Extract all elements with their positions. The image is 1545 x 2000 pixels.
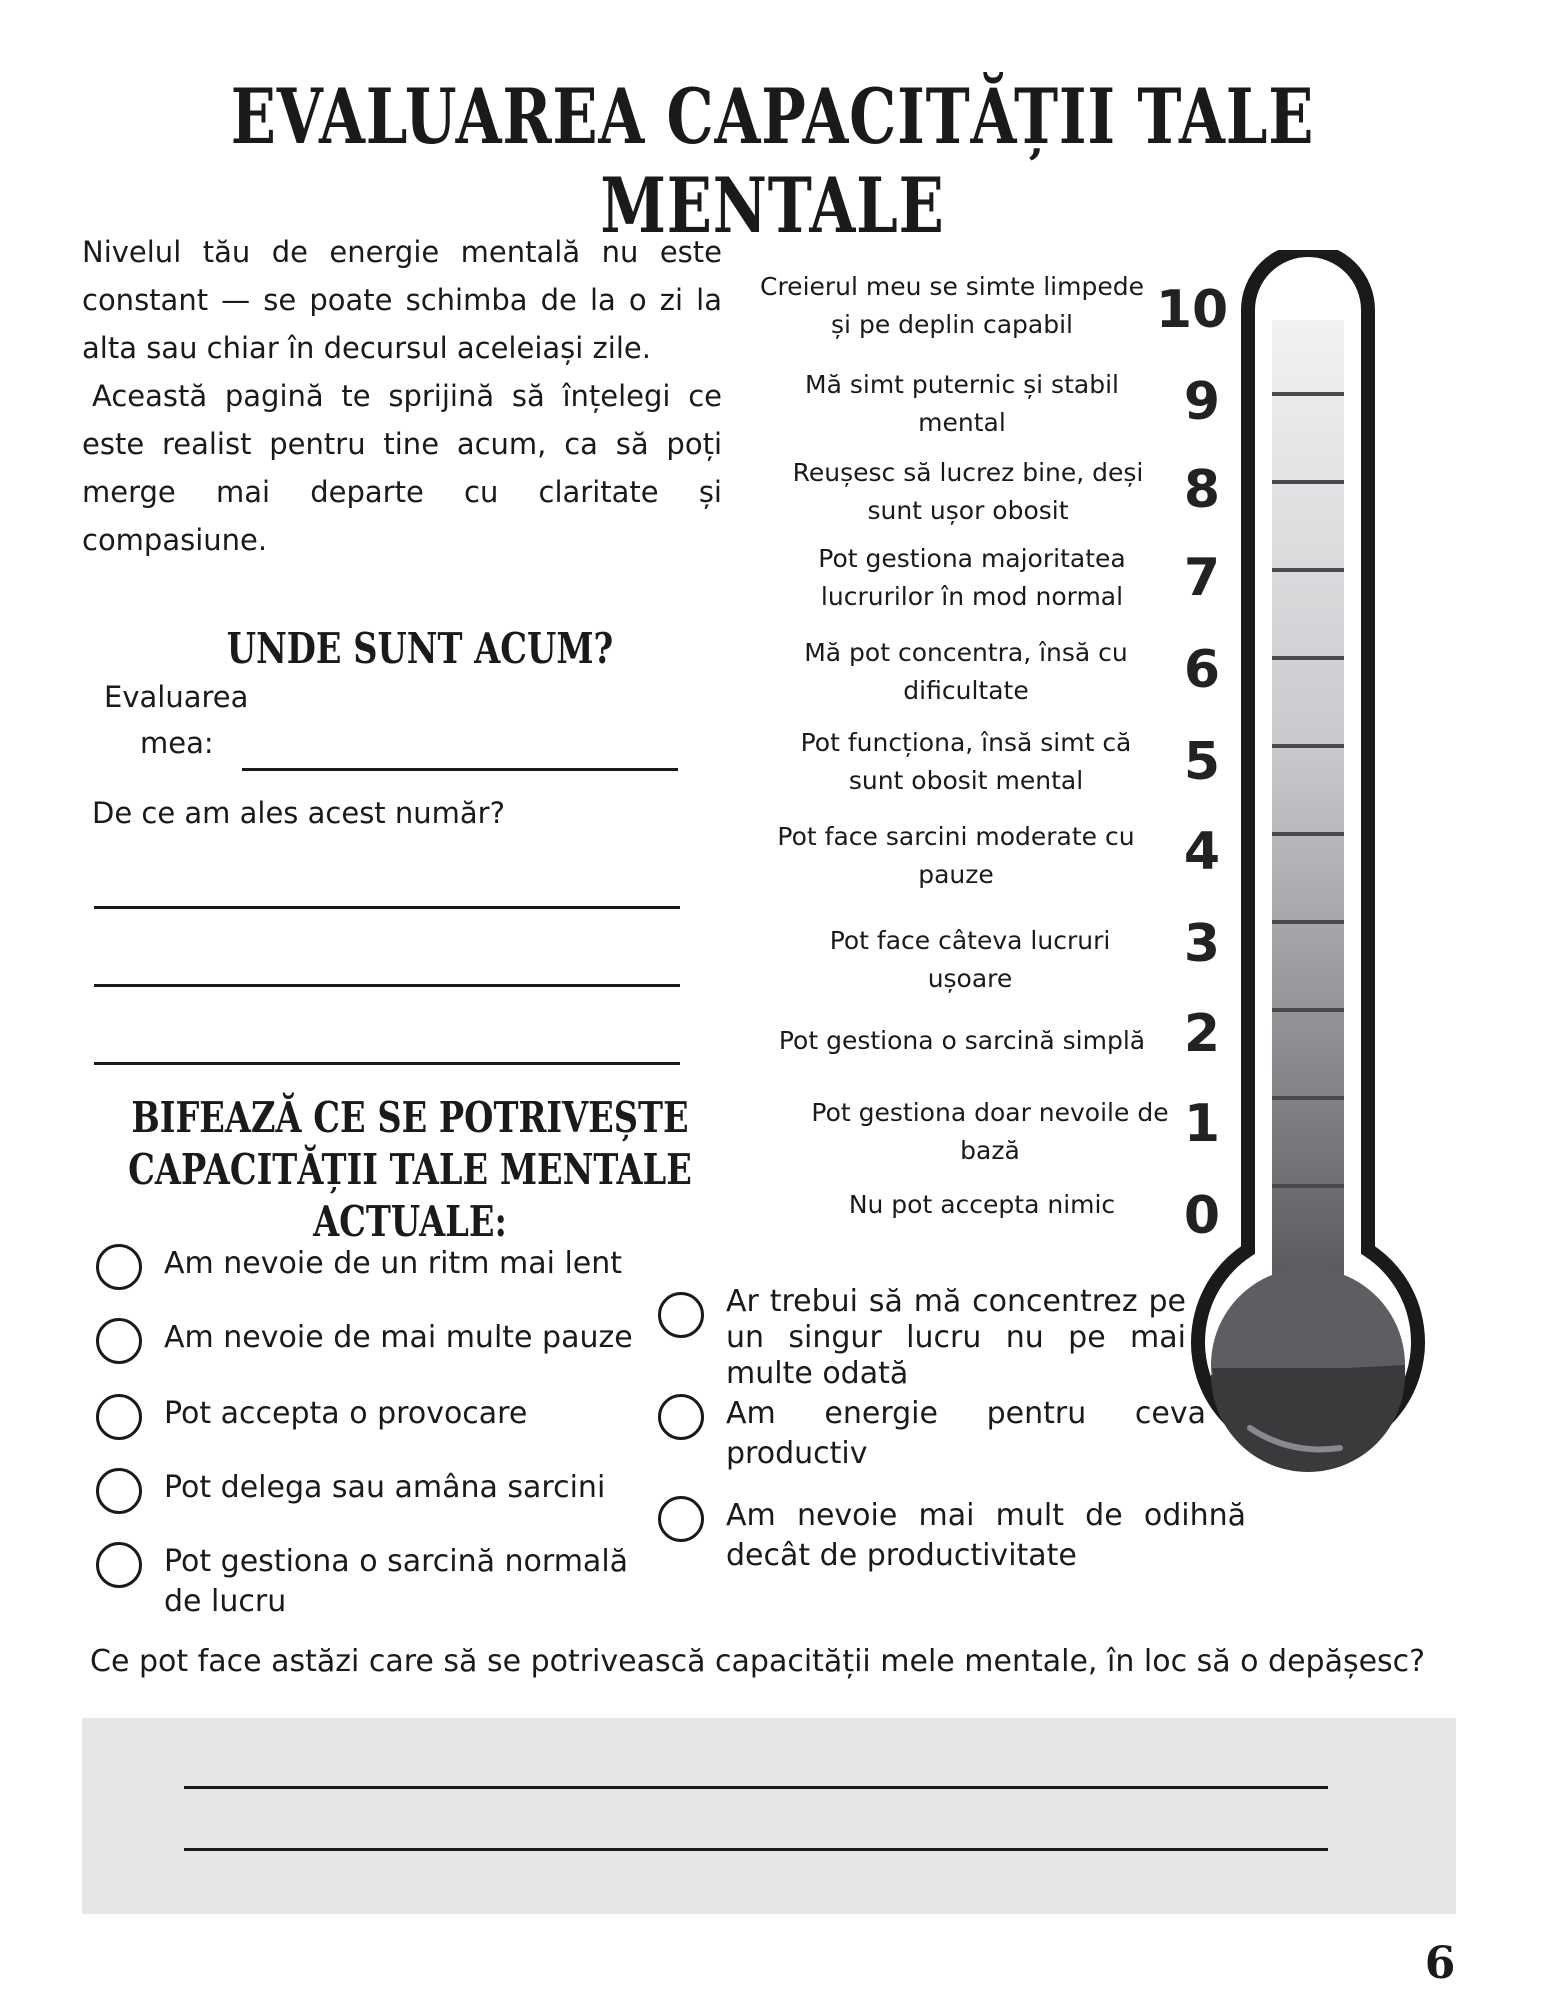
scale-number-8: 8 (1183, 460, 1221, 520)
bottom-question: Ce pot face astăzi care să se potrivească capacității mele mentale, în loc să o depășesc? (90, 1644, 1426, 1679)
page-title: EVALUAREA CAPACITĂȚII TALE MENTALE (230, 72, 1315, 250)
checklist-heading (114, 1092, 706, 1248)
why-answer-line-1[interactable] (94, 906, 680, 909)
rating-label-line1: Evaluarea (104, 680, 249, 714)
where-heading: UNDE SUNT ACUM? (226, 624, 614, 673)
scale-text-5: Pot funcționa, însă simt că sunt obosit mental (800, 728, 1132, 795)
intro-text (82, 228, 722, 564)
page-number: 6 (1424, 1938, 1456, 1989)
scale-number-3: 3 (1183, 914, 1221, 974)
scale-text-1: Pot gestiona doar nevoile de bază (811, 1098, 1169, 1165)
scale-text-3: Pot face câteva lucruri ușoare (829, 926, 1111, 993)
scale-text-9: Mă simt puternic și stabil mental (805, 370, 1119, 437)
checkbox-circle[interactable] (658, 1292, 704, 1338)
scale-number-9: 9 (1183, 372, 1221, 432)
scale-number-5: 5 (1183, 732, 1221, 792)
why-answer-line-2[interactable] (94, 984, 680, 987)
checkbox-circle[interactable] (96, 1542, 142, 1588)
scale-number-2: 2 (1183, 1004, 1221, 1064)
checkbox-circle[interactable] (658, 1394, 704, 1440)
checklist-item[interactable] (96, 1244, 656, 1290)
rating-label-line2: mea: (140, 726, 214, 760)
answer-line-2[interactable] (184, 1848, 1328, 1851)
checklist-item-label: Pot gestiona o sarcină normală de lucru (164, 1544, 629, 1619)
checklist-heading-line1: BIFEAZĂ CE SE POTRIVEȘTE (131, 1093, 689, 1142)
checklist-item[interactable] (96, 1394, 656, 1440)
scale-text-10: Creierul meu se simte limpede și pe deplin capabil (760, 272, 1144, 339)
answer-line-1[interactable] (184, 1786, 1328, 1789)
checklist-item-label: Pot delega sau amâna sarcini (164, 1470, 606, 1505)
checklist-item-label: Pot accepta o provocare (164, 1396, 528, 1431)
scale-text-8: Reușesc să lucrez bine, deși sunt ușor obosit (792, 458, 1144, 525)
checkbox-circle[interactable] (96, 1244, 142, 1290)
checkbox-circle[interactable] (96, 1318, 142, 1364)
checklist-item[interactable] (658, 1284, 1196, 1392)
checklist-item[interactable] (96, 1542, 656, 1622)
scale-text-0: Nu pot accepta nimic (848, 1190, 1116, 1219)
intro-paragraph-2: Această pagină te sprijină să înțelegi ce este realist pentru tine acum, ca să poți merge mai departe cu claritate și compasiune. (82, 379, 722, 557)
scale-text-4: Pot face sarcini moderate cu pauze (777, 822, 1135, 889)
checklist-item[interactable] (96, 1318, 656, 1364)
scale-number-0: 0 (1183, 1186, 1221, 1246)
checklist-heading-line2: CAPACITĂȚII TALE MENTALE ACTUALE: (128, 1145, 692, 1246)
why-answer-line-3[interactable] (94, 1062, 680, 1065)
scale-number-7: 7 (1183, 548, 1221, 608)
intro-paragraph-1: Nivelul tău de energie mentală nu este constant — se poate schimba de la o zi la alta sau chiar în decursul aceleiași zile. (82, 235, 722, 365)
why-label: De ce am ales acest număr? (92, 796, 505, 830)
checklist-item-label: Am energie pentru ceva productiv (726, 1396, 1206, 1471)
checkbox-circle[interactable] (658, 1496, 704, 1542)
checklist-item-label: Am nevoie de un ritm mai lent (164, 1246, 623, 1281)
scale-text-6: Mă pot concentra, însă cu dificultate (804, 638, 1128, 705)
checklist-item[interactable] (658, 1394, 1218, 1474)
checklist-item-label: Ar trebui să mă concentrez pe un singur lucru nu pe mai multe odată (726, 1284, 1186, 1391)
scale-text-2: Pot gestiona o sarcină simplă (778, 1026, 1146, 1055)
checkbox-circle[interactable] (96, 1394, 142, 1440)
scale-number-1: 1 (1183, 1094, 1221, 1154)
checklist-item-label: Am nevoie de mai multe pauze (164, 1320, 633, 1355)
rating-answer-line[interactable] (242, 768, 678, 771)
thermometer-tube (1272, 320, 1344, 1280)
checklist-item[interactable] (96, 1468, 656, 1514)
scale-number-4: 4 (1183, 822, 1221, 882)
scale-number-10: 10 (1155, 280, 1229, 340)
checkbox-circle[interactable] (96, 1468, 142, 1514)
checklist-item[interactable] (658, 1496, 1248, 1576)
scale-number-6: 6 (1183, 640, 1221, 700)
thermometer-illustration (1160, 250, 1480, 1500)
checklist-item-label: Am nevoie mai mult de odihnă decât de productivitate (726, 1498, 1246, 1573)
scale-text-7: Pot gestiona majoritatea lucrurilor în mod normal (818, 544, 1126, 611)
answer-box[interactable] (82, 1718, 1456, 1914)
